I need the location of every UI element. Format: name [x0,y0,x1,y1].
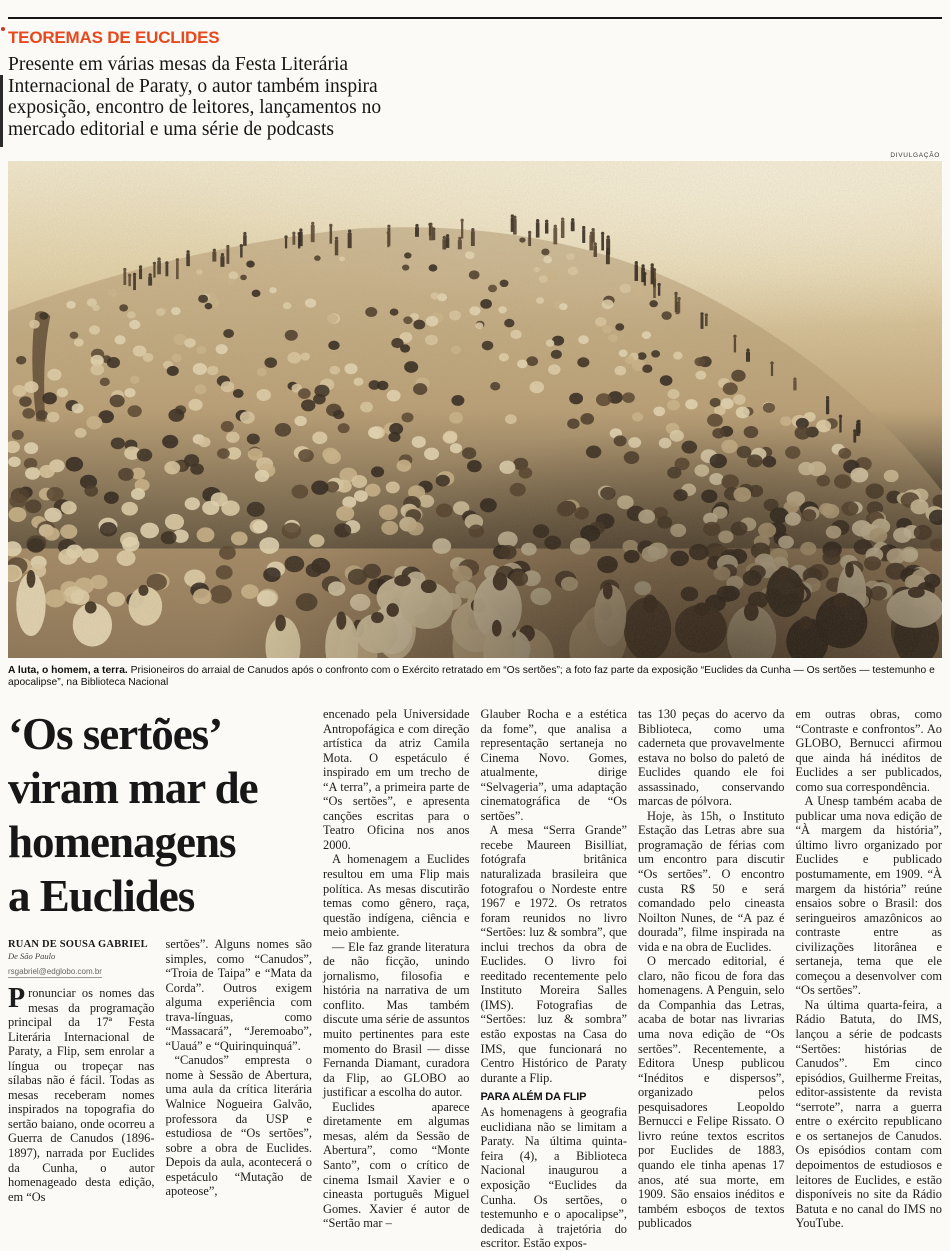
body-paragraph: encenado pela Universidade Antropofágica e com direção artística da atriz Camila Mota. O espetáculo é inspirado em um trecho de “A terra”, a primeira parte de “Os sertões”, e apresenta canções escritas para o Teatro Oficina nos anos 2000. [323,707,470,852]
byline-author: RUAN DE SOUSA GABRIEL [8,939,148,950]
body-paragraph: Hoje, às 15h, o Instituto Estação das Letras abre sua programação de férias com um encontro para discutir “Os sertões”. O encontro custa R$ 50 e será comandado pelo cineasta Noilton Nunes, de “A paz é dourada”, filme inspirada na vida e na obra de Euclides. [638,808,785,954]
newspaper-page [0,17,950,1251]
body-paragraph: em outras obras, como “Contraste e confrontos”. Ao GLOBO, Bernucci afirmou que ainda há inéditos de Euclides a ser publicados, como sua correspondência. [795,707,942,794]
canudos-photo-illustration [8,161,942,658]
body-paragraph: A mesa “Serra Grande” recebe Maureen Bisilliat, fotógrafa britânica naturalizada brasileira que fotografou o Nordeste entre 1967 e 1972. Os retratos foram reunidos no livro “Sertões: luz & sombra”, que inclui trechos da obra de Euclides. O livro foi reeditado recentemente pelo Instituto Moreira Salles (IMS). Fotografias de “Sertões: luz & sombra” estão expostas na Casa do IMS, que funcionará no Centro Histórico de Paraty durante a Flip. [480,823,627,1085]
column-5 [638,707,785,1231]
photo-caption-text: Prisioneiros do arraial de Canudos após o confronto com o Exército retratado em “Os sertões”; a foto faz parte da exposição “Euclides da Cunha — Os sertões — testemunho e apocalipse”, na Biblioteca Nacional [8,665,935,688]
photo-caption [8,665,942,689]
body-paragraph: Glauber Rocha e a estética da fome”, que analisa a representação sertaneja no Cinema Novo. Gomes, atualmente, dirige “Selvageria”, uma adaptação cinematográfica de “Os sertões”. [480,707,627,823]
byline [8,939,155,979]
page [0,17,950,1251]
column-2 [166,937,313,1204]
headline-and-lede-block [8,707,312,1204]
column-6 [796,707,943,1231]
body-paragraph: Na última quarta-feira, a Rádio Batuta, do IMS, lançou a série de podcasts “Sertões: histórias de Canudos”. Em cinco episódios, Guilherme Freitas, editor-assistente da revista “serrote”, narra a guerra entre o exército republicano e os sertanejos de Canudos. Os episódios contam com depoimentos de estudiosos e leitores de Euclides, e estão disponíveis no site da Rádio Batuta e no canal do IMS no YouTube. [795,997,942,1231]
body-paragraph: Pronunciar os nomes das mesas da programação principal da 17ª Festa Literária Internacional de Paraty, a Flip, sem enrolar a língua ou tropeçar nas sílabas não é fácil. Todas as mesas receberam nomes inspirados na topografia do sertão baiano, onde ocorreu a Guerra de Canudos (1896-1897), narrada por Euclides da Cunha, o autor homenageado desta edição, em “Os [8,983,155,1204]
scan-artifact-dot [1,27,5,31]
body-paragraph: — Ele faz grande literatura de não ficção, unindo jornalismo, filosofia e história na narrativa de um conflito. Mas também discute uma série de assuntos muito pertinentes para este momento do Brasil — disse Fernanda Diamant, curadora da Flip, ao GLOBO ao justificar a escolha do autor. [323,939,470,1100]
photo-caption-lead: A luta, o homem, a terra. [8,665,128,676]
body-paragraph: O mercado editorial, é claro, não ficou de fora das homenagens. A Penguin, selo da Companhia das Letras, acaba de botar nas livrarias uma nova edição de “Os sertões”. Recentemente, a Editora Unesp publicou “Inéditos e dispersos”, organizado pelos pesquisadores Leopoldo Bernucci e Felipe Rissato. O livro reúne textos escritos por Euclides de 1883, quando ele tinha apenas 17 anos, até sua morte, em 1909. São ensaios inéditos e também esboços de textos publicados [638,954,785,1231]
subhead-para-alem-da-flip: PARA ALÉM DA FLIP [480,1091,587,1104]
scan-artifact-bar [0,75,3,147]
canudos-photo [8,161,942,658]
body-paragraph: sertões”. Alguns nomes são simples, como “Canudos”, “Troia de Taipa” e “Mata da Corda”. Outros exigem alguma experiência com trava-línguas, como “Massacará”, “Jeremoabo”, “Uauá” e “Quirinquinquá”. [165,937,312,1053]
column-1 [8,937,155,1204]
column-3 [323,707,470,1231]
body-paragraph: tas 130 peças do acervo da Biblioteca, como uma caderneta que provavelmente estava no bolso do paletó de Euclides quando ele foi assassinado, conservando marcas de pólvora. [638,707,785,809]
headline: ‘Os sertões’ viram mar de homenagens a Euclides [8,709,258,921]
column-4 [481,707,628,1251]
article-body [8,707,942,1251]
body-paragraph: A Unesp também acaba de publicar uma nova edição de “À margem da história”, último livro organizado por Euclides e publicado postumamente, em 1909. “À margem da história” reúne ensaios sobre o Brasil: dos seringueiros amazônicos ao contraste entre as civilizações litorânea e sertaneja, tema que ele começou a desenvolver com “Os sertões”. [795,794,942,998]
photo-credit: DIVULGAÇÃO [890,152,940,159]
deck-text: Presente em várias mesas da Festa Literária Internacional de Paraty, o autor também inspira exposição, encontro de leitores, lançamentos no mercado editorial e uma série de podcasts [8,54,382,140]
byline-location: De São Paulo [8,951,56,961]
body-paragraph: A homenagem a Euclides resultou em uma Flip mais política. As mesas discutirão temas como gênero, raça, questão indígena, ciência e meio ambiente. [323,852,470,940]
section-kicker: TEOREMAS DE EUCLIDES [8,28,220,47]
top-rule [8,17,942,19]
byline-email: rsgabriel@edglobo.com.br [8,967,102,976]
first-two-columns [8,937,312,1204]
body-paragraph: Euclides aparece diretamente em algumas mesas, além da Sessão de Abertura”, como “Monte Santo”, com o crítico de cinema Ismail Xavier e o cineasta português Miguel Gomes. Xavier é autor de “Sertão mar – [323,1099,470,1231]
body-paragraph: As homenagens à geografia euclidiana não se limitam a Paraty. Na última quinta-feira (4), a Biblioteca Nacional inaugurou a exposição “Euclides da Cunha. Os sertões, o testemunho e o apocalipse”, dedicada à trajetória do escritor. Estão expos- [480,1105,627,1251]
body-paragraph: “Canudos” empresta o nome à Sessão de Abertura, uma aula da crítica literária Walnice Nogueira Galvão, professora da USP e estudiosa de “Os sertões”, sobre a obra de Euclides. Depois da aula, acontecerá o espetáculo “Mutação de apoteose”, [165,1053,312,1199]
